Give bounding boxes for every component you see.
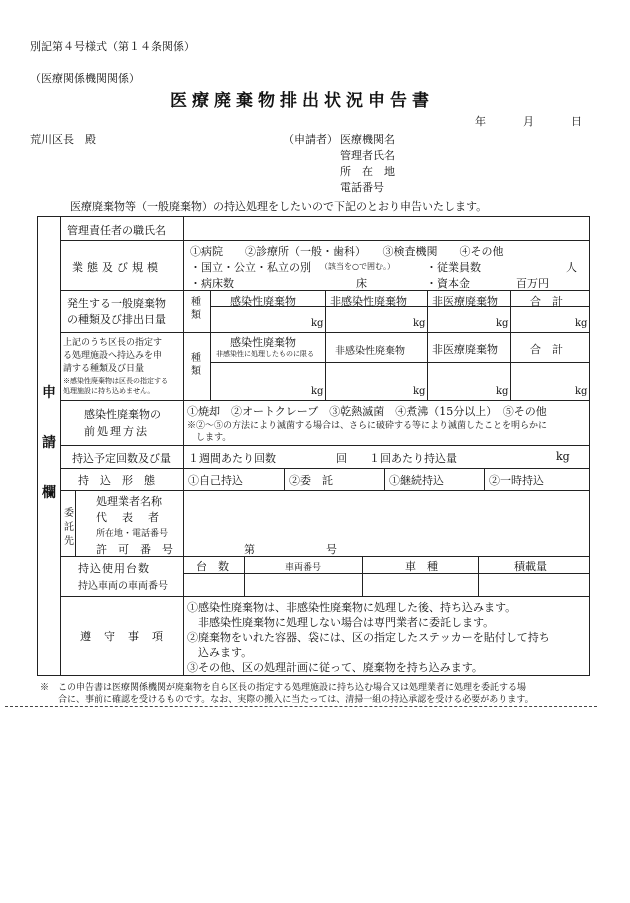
contractor-side-1: 委 xyxy=(64,508,74,519)
designated-note-1: ※感染性廃棄物は区長の指定する xyxy=(63,377,168,385)
vehicle-col-capacity: 積載量 xyxy=(514,560,547,573)
intro-text: 医療廃棄物等（一般廃棄物）の持込処理をしたいので下記のとおり申告いたします。 xyxy=(70,200,488,213)
designated-label-3: 請する種類及び日量 xyxy=(63,364,145,374)
permit-no-prefix: 第 xyxy=(244,543,255,556)
rules-line-5: ③その他、区の処理計画に従って、廃棄物を持ち込みます。 xyxy=(187,661,483,674)
side-label-2: 請 xyxy=(42,435,56,451)
applicant-field-phone: 電話番号 xyxy=(340,181,384,194)
unit-kg: kg xyxy=(311,318,324,329)
unit-kg: kg xyxy=(413,386,426,397)
contractor-name-label: 処理業者名称 xyxy=(96,495,162,508)
designated-col-noninfectious: 非感染性廃棄物 xyxy=(335,346,405,357)
date-month-label: 月 xyxy=(523,115,534,128)
permit-no-suffix: 号 xyxy=(326,543,337,556)
unit-kg: kg xyxy=(496,386,509,397)
date-day-label: 日 xyxy=(571,115,582,128)
manager-label: 管理責任者の職氏名 xyxy=(67,224,166,237)
form-option-continuous[interactable]: ①継続持込 xyxy=(389,474,444,487)
page-title: 医療廃棄物排出状況申告書 xyxy=(170,91,434,111)
general-waste-label-1: 発生する一般廃棄物 xyxy=(67,297,166,310)
general-kind-label: 種類 xyxy=(191,297,201,321)
applicant-field-address: 所 在 地 xyxy=(340,165,395,178)
frequency-times-unit: 回 xyxy=(336,452,347,465)
frequency-label: 持込予定回数及び量 xyxy=(72,452,171,465)
general-col-infectious: 感染性廃棄物 xyxy=(230,295,296,308)
vehicle-col-number: 車両番号 xyxy=(285,563,322,573)
contractor-permit-label: 許 可 番 号 xyxy=(96,543,173,556)
contractor-side-2: 託 xyxy=(64,522,74,533)
unit-kg: kg xyxy=(311,386,324,397)
rules-line-2: 非感染性廃棄物に処理しない場合は専門業者に委託します。 xyxy=(187,616,495,629)
form-label: 持 込 形 態 xyxy=(78,474,155,487)
pretreat-label-1: 感染性廃棄物の xyxy=(84,408,161,421)
ownership-note: （該当を○で囲む。） xyxy=(320,262,395,271)
pretreat-note-1: ※②〜⑤の方法により滅菌する場合は、さらに破砕する等により滅菌したことを明らかに xyxy=(187,421,548,431)
form-category: （医療関係機関関係） xyxy=(30,72,140,85)
contractor-address-label: 所在地・電話番号 xyxy=(96,529,169,539)
capital-unit: 百万円 xyxy=(516,277,549,290)
unit-kg: kg xyxy=(575,386,588,397)
form-option-contract[interactable]: ②委 託 xyxy=(289,474,333,487)
rules-line-4: 込みます。 xyxy=(187,646,253,659)
unit-kg: kg xyxy=(496,318,509,329)
designated-label-2: る処理施設へ持込みを申 xyxy=(63,351,163,361)
rules-line-1: ①感染性廃棄物は、非感染性廃棄物に処理した後、持ち込みます。 xyxy=(187,601,517,614)
side-label-1: 申 xyxy=(42,385,56,401)
beds-unit: 床 xyxy=(356,277,367,290)
applicant-field-manager: 管理者氏名 xyxy=(340,149,395,162)
business-type-options[interactable]: ①病院 ②診療所（一般・歯科） ③検査機関 ④その他 xyxy=(190,245,504,258)
footnote-line-1: ※ この申告書は医療関係機関が廃棄物を自ら区長の指定する処理施設に持ち込む場合又は処理業者に処理を委託する場 xyxy=(40,683,527,693)
vehicle-number-label: 持込車両の車両番号 xyxy=(78,581,168,592)
date-year-label: 年 xyxy=(475,115,486,128)
pretreat-label-2: 前処理方法 xyxy=(84,425,149,438)
applicant-label: （申請者） xyxy=(283,133,338,146)
unit-kg: kg xyxy=(413,318,426,329)
footnote-line-2: 合に、事前に確認を受けるものです。なお、実際の搬入に当たっては、清掃一組の持込承認を受ける必要があります。 xyxy=(40,695,534,705)
designated-col-infectious: 感染性廃棄物 xyxy=(230,336,296,349)
pretreat-note-2: します。 xyxy=(196,433,232,443)
capital-label: ・資本金 xyxy=(426,277,470,290)
unit-kg: kg xyxy=(575,318,588,329)
general-col-noninfectious: 非感染性廃棄物 xyxy=(330,295,407,308)
side-label-3: 欄 xyxy=(42,485,56,501)
pretreat-options[interactable]: ①焼却 ②オートクレーブ ③乾熱滅菌 ④煮沸（15分以上） ⑤その他 xyxy=(187,405,547,418)
general-waste-label-2: の種類及び排出日量 xyxy=(67,313,166,326)
general-col-nonmedical: 非医療廃棄物 xyxy=(432,295,498,308)
rules-line-3: ②廃棄物をいれた容器、袋には、区の指定したステッカーを貼付して持ち xyxy=(187,631,550,644)
designated-col-total: 合 計 xyxy=(530,343,563,356)
form-option-temporary[interactable]: ②一時持込 xyxy=(489,474,544,487)
beds-label: ・病床数 xyxy=(190,277,234,290)
designated-kind-label: 種類 xyxy=(191,353,201,377)
ownership-label[interactable]: ・国立・公立・私立の別 xyxy=(190,261,311,274)
designated-col-nonmedical: 非医療廃棄物 xyxy=(432,343,498,356)
rules-label: 遵 守 事 項 xyxy=(80,630,164,643)
general-col-total: 合 計 xyxy=(530,295,563,308)
addressee: 荒川区長 殿 xyxy=(30,133,96,146)
designated-col-infectious-note: 非感染性に処理したものに限る xyxy=(216,350,314,358)
employees-unit: 人 xyxy=(566,261,577,274)
frequency-per-time: １回あたり持込量 xyxy=(369,452,457,465)
business-label: 業態及び規模 xyxy=(72,261,162,274)
vehicle-col-count: 台 数 xyxy=(196,560,229,573)
manager-input[interactable] xyxy=(190,220,585,238)
frequency-kg-unit: kg xyxy=(556,450,570,463)
designated-note-2: 処理施設に持ち込めません。 xyxy=(63,387,155,395)
contractor-rep-label: 代 表 者 xyxy=(96,511,161,524)
applicant-field-institution: 医療機関名 xyxy=(340,133,395,146)
contractor-side-3: 先 xyxy=(64,536,74,547)
vehicle-col-type: 車 種 xyxy=(405,560,438,573)
employees-label: ・従業員数 xyxy=(426,261,481,274)
vehicle-count-label: 持込使用台数 xyxy=(78,562,150,575)
frequency-weekly: １週間あたり回数 xyxy=(188,452,276,465)
designated-label-1: 上記のうち区長の指定す xyxy=(63,338,163,348)
form-number: 別記第４号様式（第１４条関係） xyxy=(30,40,195,53)
cut-line xyxy=(5,706,597,707)
form-option-self[interactable]: ①自己持込 xyxy=(188,474,243,487)
